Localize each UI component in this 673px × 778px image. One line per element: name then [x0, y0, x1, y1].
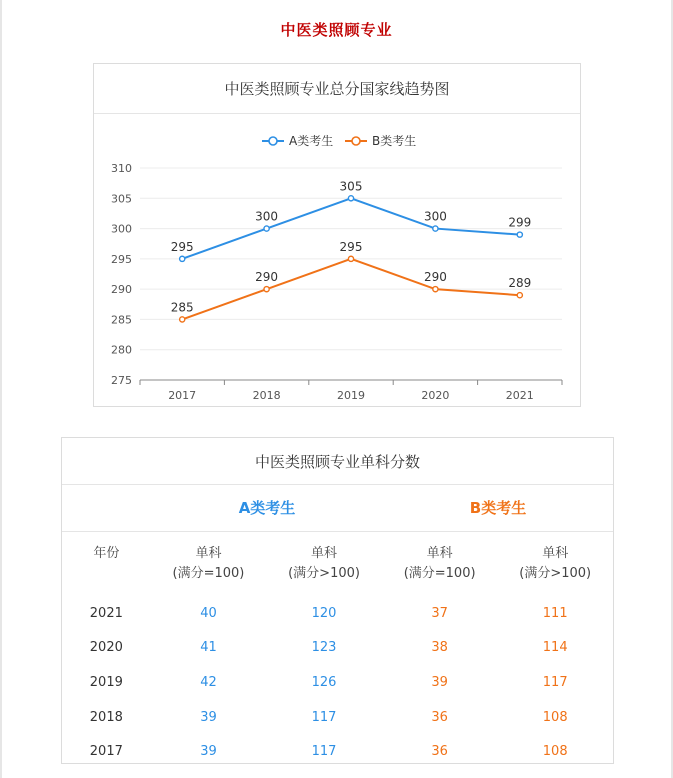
table-body — [62, 596, 613, 769]
chart-title: 中医类照顾专业总分国家线趋势图 — [94, 64, 580, 114]
data-label: 289 — [508, 276, 532, 291]
group-a-label: A类考生 — [238, 499, 296, 517]
cell-score: 108 — [542, 709, 568, 725]
cell-score: 37 — [431, 605, 448, 621]
cell-score: 41 — [200, 640, 217, 656]
header-year: 年份 — [93, 546, 120, 561]
cell-score: 111 — [542, 605, 568, 621]
data-point — [517, 232, 522, 237]
cell-score: 117 — [311, 744, 337, 760]
data-point — [264, 287, 269, 292]
data-point — [180, 317, 185, 322]
y-tick-label: 310 — [111, 162, 132, 175]
group-header-row — [62, 485, 613, 532]
cell-score: 36 — [431, 709, 448, 725]
x-tick-label: 2017 — [168, 389, 197, 402]
data-label: 290 — [423, 270, 447, 285]
cell-score: 39 — [431, 674, 448, 690]
header-b-gt100: 单科 (满分>100) — [519, 546, 592, 581]
group-b-label: B类考生 — [469, 499, 527, 517]
data-point — [180, 256, 185, 261]
x-tick-label: 2021 — [505, 389, 534, 402]
cell-score: 117 — [311, 709, 337, 725]
cell-score: 40 — [200, 605, 217, 621]
y-tick-label: 305 — [111, 192, 132, 206]
table-title: 中医类照顾专业单科分数 — [62, 438, 613, 485]
x-tick-label: 2018 — [252, 389, 281, 402]
data-point — [348, 256, 353, 261]
cell-year: 2017 — [89, 744, 123, 760]
cell-score: 36 — [431, 744, 448, 760]
table-row — [62, 700, 613, 735]
data-label: 305 — [339, 179, 363, 194]
cell-score: 39 — [200, 709, 217, 725]
cell-score: 114 — [542, 640, 568, 656]
table-row — [62, 734, 613, 769]
y-tick-label: 280 — [111, 343, 132, 357]
x-tick-label: 2019 — [337, 389, 365, 402]
page-title: 中医类照顾专业 — [280, 21, 393, 39]
table-row — [62, 631, 613, 666]
cell-year: 2020 — [89, 640, 123, 656]
table-row — [62, 665, 613, 700]
trend-chart-card — [93, 63, 581, 407]
score-table — [62, 532, 613, 769]
y-tick-label: 285 — [111, 313, 132, 327]
cell-score: 117 — [542, 674, 568, 690]
data-label: 299 — [508, 215, 532, 230]
legend-swatch-marker — [352, 137, 360, 145]
cell-year: 2018 — [89, 709, 123, 725]
header-a-eq100: 单科 (满分=100) — [172, 546, 245, 581]
legend-label: B类考生 — [372, 134, 417, 148]
data-point — [517, 293, 522, 298]
data-point — [264, 226, 269, 231]
table-header-row — [62, 532, 613, 596]
y-tick-label: 295 — [111, 252, 132, 266]
data-label: 285 — [170, 300, 194, 315]
cell-year: 2021 — [89, 605, 123, 621]
data-point — [348, 196, 353, 201]
header-b-eq100: 单科 (满分=100) — [403, 546, 476, 581]
cell-score: 42 — [200, 674, 217, 690]
data-label: 300 — [423, 209, 447, 224]
data-label: 295 — [170, 239, 194, 254]
cell-score: 39 — [200, 744, 217, 760]
table-row — [62, 596, 613, 631]
y-tick-label: 290 — [111, 283, 132, 297]
data-point — [433, 226, 438, 231]
single-subject-table-card — [61, 437, 614, 764]
data-label: 295 — [339, 239, 363, 254]
y-tick-label: 275 — [111, 374, 132, 387]
legend-swatch-marker — [269, 137, 277, 145]
cell-score: 108 — [542, 744, 568, 760]
data-label: 300 — [255, 209, 279, 224]
header-a-gt100: 单科 (满分>100) — [288, 546, 360, 581]
y-tick-label: 300 — [111, 222, 132, 236]
data-point — [433, 287, 438, 292]
cell-year: 2019 — [89, 674, 123, 690]
cell-score: 126 — [311, 674, 337, 690]
left-edge — [0, 0, 2, 778]
data-label: 290 — [255, 270, 279, 285]
legend-label: A类考生 — [289, 134, 334, 148]
cell-score: 120 — [311, 605, 337, 621]
x-tick-label: 2020 — [421, 389, 450, 402]
cell-score: 38 — [431, 640, 448, 656]
cell-score: 123 — [311, 640, 337, 656]
trend-chart — [94, 64, 580, 406]
